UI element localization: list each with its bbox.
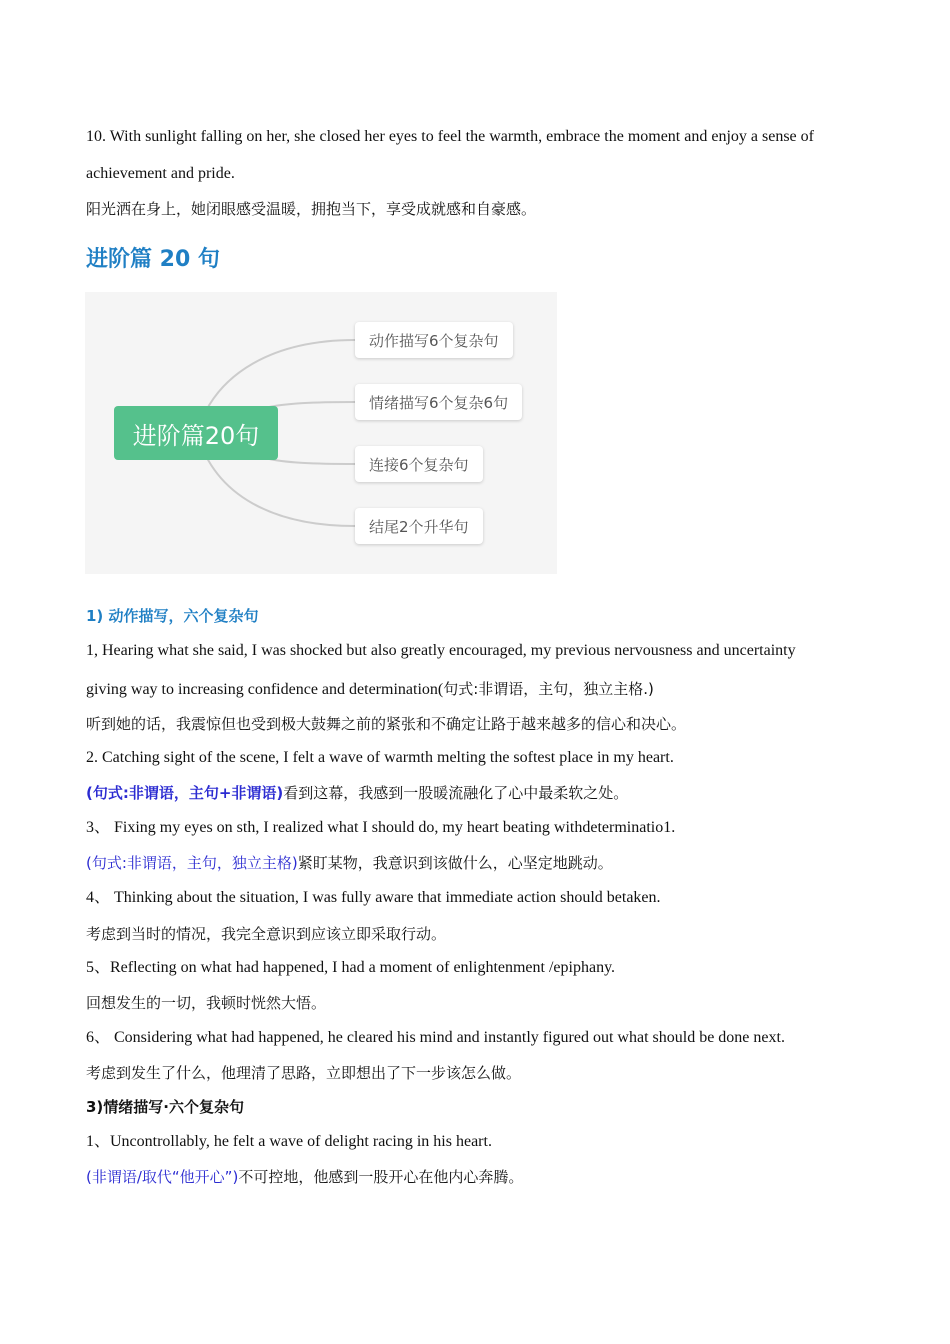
- intro-english-line-1: 10. With sunlight falling on her, she closed her eyes to feel the warmth, embrace the moment and enjoy a sense of: [86, 128, 814, 145]
- mind-map-diagram: [85, 292, 557, 574]
- part3-sentence-1-note: (非谓语/取代“他开心”): [86, 1168, 239, 1186]
- sentence-3-english: 3、 Fixing my eyes on sth, I realized what I should do, my heart beating withdeterminatio1.: [86, 819, 676, 836]
- sentence-1-english-b: [86, 679, 654, 700]
- sentence-1-pattern-note: 句式:非谓语，主句，独立主格.): [443, 680, 654, 698]
- sentence-1-english-text: giving way to increasing confidence and determination(: [86, 681, 444, 698]
- sentence-6-english: 6、 Considering what had happened, he cleared his mind and instantly figured out what should be done next.: [86, 1029, 785, 1046]
- intro-english-line-2: achievement and pride.: [86, 165, 235, 182]
- mind-map-root: 进阶篇20句: [114, 406, 278, 460]
- mind-map-branch-emotion: 情绪描写6个复杂6句: [355, 384, 522, 420]
- part1-title: 1) 动作描写，六个复杂句: [86, 607, 259, 625]
- sentence-2-english: 2. Catching sight of the scene, I felt a wave of warmth melting the softest place in my heart.: [86, 749, 674, 766]
- mind-map-branch-ending: 结尾2个升华句: [355, 508, 483, 544]
- sentence-6-chinese: 考虑到发生了什么，他理清了思路，立即想出了下一步该怎么做。: [86, 1064, 522, 1082]
- section-title: 进阶篇 20 句: [86, 247, 220, 272]
- mind-map-branch-connection: 连接6个复杂句: [355, 446, 483, 482]
- part3-sentence-1-english: 1、Uncontrollably, he felt a wave of delight racing in his heart.: [86, 1133, 492, 1150]
- part3-sentence-1-chinese: 不可控地，他感到一股开心在他内心奔腾。: [238, 1168, 524, 1186]
- sentence-2-chinese: 看到这幕，我感到一股暖流融化了心中最柔软之处。: [283, 784, 629, 802]
- mind-map-branch-action: 动作描写6个复杂句: [355, 322, 513, 358]
- sentence-1-english-a: 1, Hearing what she said, I was shocked but also greatly encouraged, my previous nervousness and uncertainty: [86, 642, 796, 659]
- sentence-2-line: [86, 783, 628, 804]
- sentence-5-chinese: 回想发生的一切，我顿时恍然大悟。: [86, 994, 327, 1012]
- part3-title: 3)情绪描写·六个复杂句: [86, 1098, 244, 1116]
- sentence-3-line: [86, 853, 613, 874]
- part3-sentence-1-line: [86, 1167, 523, 1188]
- sentence-5-english: 5、Reflecting on what had happened, I had a moment of enlightenment /epiphany.: [86, 959, 616, 976]
- sentence-2-pattern-note: (句式:非谓语，主句+非谓语): [86, 784, 284, 802]
- intro-chinese-translation: 阳光洒在身上，她闭眼感受温暖，拥抱当下，享受成就感和自豪感。: [86, 200, 537, 218]
- sentence-3-chinese: 紧盯某物，我意识到该做什么，心坚定地跳动。: [297, 854, 613, 872]
- sentence-4-chinese: 考虑到当时的情况，我完全意识到应该立即采取行动。: [86, 925, 447, 943]
- sentence-1-chinese: 听到她的话，我震惊但也受到极大鼓舞之前的紧张和不确定让路于越来越多的信心和决心。: [86, 715, 687, 733]
- sentence-4-english: 4、 Thinking about the situation, I was fully aware that immediate action should betaken.: [86, 889, 661, 906]
- sentence-3-pattern-note: (句式:非谓语，主句，独立主格): [86, 854, 298, 872]
